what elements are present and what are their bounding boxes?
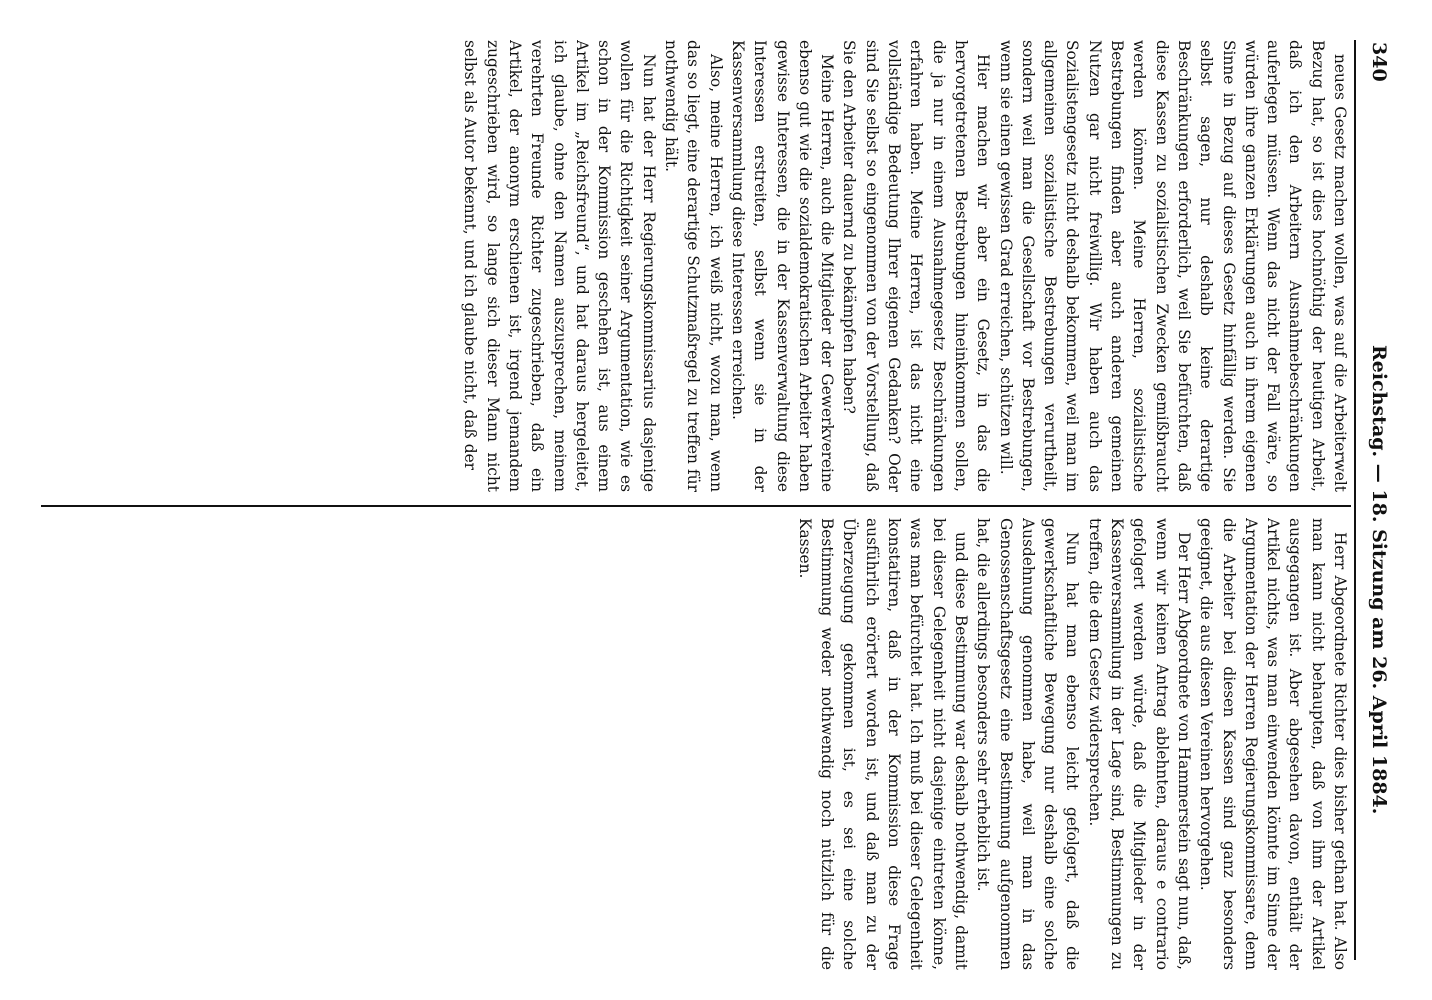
header-rule: [1354, 40, 1356, 960]
paragraph: Hier machen wir aber ein Gesetz, in das die hervorgetretenen Bestrebungen hineinkommen sollen, die ja nur in einem Ausnahmegesetz Beschränkungen erfahren haben. Meine Herren, ist das nicht eine vollständige Bedeutung Ihrer eigenen Gedanken? Oder sind Sie selbst so eingenommen von der Vorstellung, daß Sie den Arbeiter dauernd zu bekämpfen haben?: [840, 40, 993, 492]
paragraph: Der Herr Abgeordnete von Hammerstein sagt nun, daß, wenn wir keinen Antrag ablehnten, daraus e contrario gefolgert werden würde, daß die Mitglieder in der Kassenversammlung in der Lage sind, Bestimmungen zu treffen, die dem Gesetz widersprechen.: [1085, 518, 1193, 970]
paragraph: Also, meine Herren, ich weiß nicht, wozu man, wenn das so liegt, eine derartige Schutzmaßregel zu treffen für nothwendig hält.: [662, 40, 725, 492]
paragraph: neues Gesetz machen wollen, was auf die Arbeiterwelt Bezug hat, so ist dies hochnöthig der heutigen Arbeit, daß ich den Arbeitern Ausnahmebeschränkungen auferlegen müssen. Wenn das nicht der Fall wäre, so würden ihre ganzen Erklärungen auch in ihrem eigenen Sinne in Bezug auf dieses Gesetz hinfällig werden. Sie selbst sagen, nur deshalb keine derartige Beschränkungen erforderlich, weil Sie befürchten, daß diese Kassen zu sozialistischen Zwecken gemißbraucht werden können. Meine Herren, sozialistische Bestrebungen finden aber auch anderen gemeinen Nutzen gar nicht freiwillig. Wir haben auch das Sozialistengesetz nicht deshalb bekommen, weil man im allgemeinen sozialistische Bestrebungen verurtheilt, sondern weil man die Gesellschaft vor Bestrebungen, wenn sie einen gewissen Grad erreichen, schützen will.: [996, 40, 1349, 492]
page-title: Reichstag. — 18. Sitzung am 26. April 1884.: [1368, 345, 1390, 815]
paragraph: Herr Abgeordnete Richter dies bisher gethan hat. Also man kann nicht behaupten, daß von ihm der Artikel ausgegangen ist. Aber abgesehen davon, enthält der Artikel nichts, was man einwenden könnte im Sinne der Argumentation der Herren Regierungskommissare, denn die Arbeiter bei diesen Kassen sind ganz besonders geeignet, die aus diesen Vereinen hervorgehen.: [1197, 518, 1349, 970]
paragraph: Nun hat der Herr Regierungskommissarius dasjenige wollen für die Richtigkeit seiner Argumentation, wie es schon in der Kommission geschehen ist, aus einem Artikel im „Reichsfreund“, und hat daraus hergeleitet, ich glaube, ohne den Namen auszusprechen, meinem verehrten Freunde Richter zugeschrieben, daß ein Artikel, der anonym erschienen ist, irgend jemandem zugeschrieben wird, so lange sich dieser Mann nicht selbst als Autor bekennt, und ich glaube nicht, daß der: [461, 40, 658, 492]
document-page: [1, 0, 1396, 1000]
paragraph: und diese Bestimmung war deshalb nothwendig, damit bei dieser Gelegenheit nicht dasjenige eintreten könne, was man befürchtet hat. Ich muß bei dieser Gelegenheit konstatiren, daß in der Kommission diese Frage ausführlich erörtert worden ist, und daß man zu der Überzeugung gekommen ist, es sei eine solche Bestimmung weder nothwendig noch nützlich für die Kassen.: [795, 518, 970, 970]
paragraph: Meine Herren, auch die Mitglieder der Gewerkvereine ebenso gut wie die sozialdemokratischen Arbeiter haben gewisse Interessen, die in der Kassenverwaltung diese Interessen erstreiten, selbst wenn sie in der Kassenversammlung diese Interessen erreichen.: [728, 40, 837, 492]
column-divider: [41, 505, 1351, 507]
page-number: 340: [1368, 42, 1390, 82]
paragraph: Nun hat man ebenso leicht gefolgert, daß die gewerkschaftliche Bewegung nur deshalb eine solche Ausdehnung genommen habe, weil man in das Genossenschaftsgesetz eine Bestimmung aufgenommen hat, die allerdings besonders sehr erheblich ist.: [974, 518, 1082, 970]
text-column-left: [41, 40, 1351, 492]
text-column-right: [41, 518, 1351, 970]
page-header: [1356, 0, 1396, 1000]
